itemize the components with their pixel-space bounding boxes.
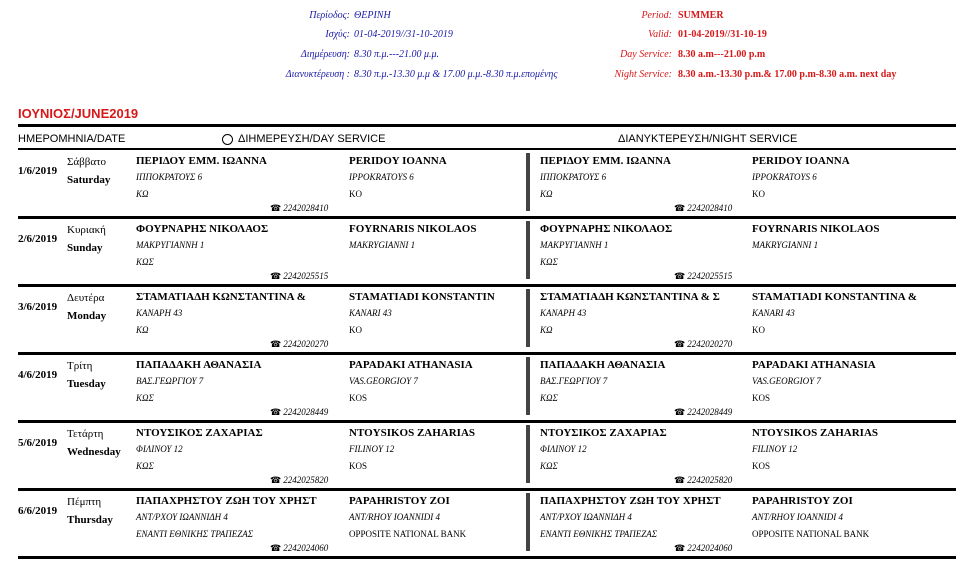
telephone-icon: ☎ bbox=[270, 475, 282, 485]
day-pharmacy-address-gr: ΜΑΚΡΥΓΙΑΝΝΗ 1 bbox=[136, 240, 205, 250]
day-pharmacy-city-en: KO bbox=[349, 325, 362, 335]
day-pharmacy-phone bbox=[270, 271, 328, 282]
row-weekday-en: Saturday bbox=[67, 174, 111, 186]
day-pharmacy-name-gr: ΦΟΥΡΝΑΡΗΣ ΝΙΚΟΛΑΟΣ bbox=[136, 223, 269, 235]
day-pharmacy-phone bbox=[270, 543, 328, 554]
night-pharmacy-name-gr: ΠΑΠΑΔΑΚΗ ΑΘΑΝΑΣΙΑ bbox=[540, 359, 666, 371]
day-pharmacy-phone bbox=[270, 203, 328, 214]
night-pharmacy-name-gr: ΠΕΡΙΔΟΥ ΕΜΜ. ΙΩΑΝΝΑ bbox=[540, 155, 671, 167]
night-service-label-en: Night Service: bbox=[614, 69, 672, 80]
night-pharmacy-address-en: ANT/RHOY IOANNIDI 4 bbox=[752, 512, 844, 522]
night-pharmacy-address-en: KANARI 43 bbox=[752, 308, 795, 318]
night-pharmacy-name-gr: ΣΤΑΜΑΤΙΑΔΗ ΚΩΝΣΤΑΝΤΙΝΑ & Σ bbox=[540, 291, 720, 303]
night-pharmacy-name-en: PERIDOY IOANNA bbox=[752, 155, 850, 167]
day-pharmacy-name-gr: ΝΤΟΥΣΙΚΟΣ ΖΑΧΑΡΙΑΣ bbox=[136, 427, 263, 439]
night-pharmacy-phone bbox=[674, 203, 732, 214]
night-pharmacy-address-gr: ΙΠΠΟΚΡΑΤΟΥΣ 6 bbox=[540, 172, 607, 182]
row-date: 2/6/2019 bbox=[18, 233, 58, 245]
day-pharmacy-name-gr: ΠΑΠΑΧΡΗΣΤΟΥ ΖΩΗ ΤΟΥ ΧΡΗΣΤ bbox=[136, 495, 317, 507]
day-pharmacy-name-en: NTOYSIKOS ZAHARIAS bbox=[349, 427, 476, 439]
night-phone-number: 2242028449 bbox=[687, 407, 733, 417]
day-pharmacy-city-gr: ΚΩΣ bbox=[136, 461, 154, 471]
day-pharmacy-address-gr: ΒΑΣ.ΓΕΩΡΓΙΟΥ 7 bbox=[136, 376, 204, 386]
day-service-label-en: Day Service: bbox=[620, 49, 672, 60]
night-pharmacy-phone bbox=[674, 271, 732, 282]
column-divider bbox=[526, 153, 530, 211]
date-column-header: ΗΜΕΡΟΜΗΝΙΑ/DATE bbox=[18, 133, 126, 145]
day-phone-number: 2242020270 bbox=[283, 339, 329, 349]
day-phone-number: 2242024060 bbox=[283, 543, 329, 553]
night-pharmacy-name-en: NTOYSIKOS ZAHARIAS bbox=[752, 427, 879, 439]
period-label-en: Period: bbox=[641, 10, 672, 21]
night-service-label-gr: Διανυκτέρευση : bbox=[285, 69, 350, 80]
row-weekday-gr: Τετάρτη bbox=[67, 428, 104, 440]
day-pharmacy-city-en: KOS bbox=[349, 393, 368, 403]
schedule-row bbox=[18, 287, 956, 355]
day-pharmacy-name-en: PERIDOY IOANNA bbox=[349, 155, 447, 167]
day-pharmacy-city-en: KOS bbox=[349, 461, 368, 471]
row-weekday-en: Wednesday bbox=[67, 446, 121, 458]
day-phone-number: 2242028449 bbox=[283, 407, 329, 417]
row-date: 6/6/2019 bbox=[18, 505, 58, 517]
day-service-value-gr: 8.30 π.μ.---21.00 μ.μ. bbox=[354, 49, 440, 60]
telephone-icon: ☎ bbox=[270, 407, 282, 417]
night-pharmacy-address-en: IPPOKRATOYS 6 bbox=[752, 172, 817, 182]
day-pharmacy-phone bbox=[270, 475, 328, 486]
night-pharmacy-name-en: FOYRNARIS NIKOLAOS bbox=[752, 223, 880, 235]
night-pharmacy-city-en: KOS bbox=[752, 393, 771, 403]
night-pharmacy-phone bbox=[674, 339, 732, 350]
period-value-gr: ΘΕΡΙΝΗ bbox=[354, 10, 391, 21]
service-info-header bbox=[0, 6, 962, 86]
column-divider bbox=[526, 425, 530, 483]
row-weekday-gr: Πέμπτη bbox=[67, 496, 102, 508]
telephone-icon: ☎ bbox=[270, 339, 282, 349]
row-weekday-gr: Σάββατο bbox=[67, 156, 107, 168]
day-pharmacy-name-en: FOYRNARIS NIKOLAOS bbox=[349, 223, 477, 235]
day-service-label-gr: Διημέρευση: bbox=[300, 49, 350, 60]
night-pharmacy-name-gr: ΦΟΥΡΝΑΡΗΣ ΝΙΚΟΛΑΟΣ bbox=[540, 223, 673, 235]
day-pharmacy-address-gr: ΚΑΝΑΡΗ 43 bbox=[136, 308, 183, 318]
valid-value-en: 01-04-2019//31-10-19 bbox=[678, 29, 767, 40]
day-pharmacy-address-gr: ΑΝΤ/ΡΧΟΥ ΙΩΑΝΝΙΔΗ 4 bbox=[136, 512, 228, 522]
period-value-en: SUMMER bbox=[678, 10, 724, 21]
telephone-icon: ☎ bbox=[674, 407, 686, 417]
night-pharmacy-city-en: OPPOSITE NATIONAL BANK bbox=[752, 529, 870, 539]
night-pharmacy-phone bbox=[674, 475, 732, 486]
night-pharmacy-city-gr: ΕΝΑΝΤΙ ΕΘΝΙΚΗΣ ΤΡΑΠΕΖΑΣ bbox=[540, 529, 658, 539]
day-pharmacy-name-en: PAPAHRISTOY ZOI bbox=[349, 495, 450, 507]
row-weekday-en: Thursday bbox=[67, 514, 113, 526]
telephone-icon: ☎ bbox=[674, 271, 686, 281]
row-weekday-gr: Δευτέρα bbox=[67, 292, 105, 304]
row-weekday-en: Sunday bbox=[67, 242, 103, 254]
telephone-icon: ☎ bbox=[270, 271, 282, 281]
row-weekday-en: Monday bbox=[67, 310, 107, 322]
row-weekday-en: Tuesday bbox=[67, 378, 106, 390]
night-pharmacy-address-en: MAKRYGIANNI 1 bbox=[752, 240, 819, 250]
day-pharmacy-name-en: PAPADAKI ATHANASIA bbox=[349, 359, 473, 371]
night-pharmacy-address-gr: ΑΝΤ/ΡΧΟΥ ΙΩΑΝΝΙΔΗ 4 bbox=[540, 512, 632, 522]
schedule-row bbox=[18, 491, 956, 559]
night-pharmacy-name-en: PAPAHRISTOY ZOI bbox=[752, 495, 853, 507]
schedule-row bbox=[18, 151, 956, 219]
night-pharmacy-city-gr: ΚΩΣ bbox=[540, 461, 558, 471]
night-pharmacy-city-gr: ΚΩ bbox=[540, 189, 553, 199]
night-pharmacy-phone bbox=[674, 543, 732, 554]
day-pharmacy-address-en: KANARI 43 bbox=[349, 308, 392, 318]
day-phone-number: 2242025515 bbox=[283, 271, 329, 281]
column-divider bbox=[526, 357, 530, 415]
day-pharmacy-name-en: STAMATIADI KONSTANTIN bbox=[349, 291, 495, 303]
night-pharmacy-city-en: KO bbox=[752, 325, 765, 335]
day-pharmacy-address-en: ANT/RHOY IOANNIDI 4 bbox=[349, 512, 441, 522]
night-pharmacy-address-en: FILINOY 12 bbox=[752, 444, 798, 454]
row-date: 5/6/2019 bbox=[18, 437, 58, 449]
valid-label-gr: Ισχύς: bbox=[325, 29, 350, 40]
night-pharmacy-city-en: KOS bbox=[752, 461, 771, 471]
circle-icon bbox=[222, 134, 233, 145]
telephone-icon: ☎ bbox=[674, 339, 686, 349]
row-date: 1/6/2019 bbox=[18, 165, 58, 177]
night-pharmacy-city-en: KO bbox=[752, 189, 765, 199]
day-pharmacy-address-en: FILINOY 12 bbox=[349, 444, 395, 454]
night-pharmacy-name-en: STAMATIADI KONSTANTINA & bbox=[752, 291, 918, 303]
night-pharmacy-name-en: PAPADAKI ATHANASIA bbox=[752, 359, 876, 371]
schedule-row bbox=[18, 355, 956, 423]
day-pharmacy-city-gr: ΚΩΣ bbox=[136, 393, 154, 403]
night-phone-number: 2242025820 bbox=[687, 475, 733, 485]
telephone-icon: ☎ bbox=[674, 543, 686, 553]
night-pharmacy-address-gr: ΚΑΝΑΡΗ 43 bbox=[540, 308, 587, 318]
day-pharmacy-name-gr: ΠΕΡΙΔΟΥ ΕΜΜ. ΙΩΑΝΝΑ bbox=[136, 155, 267, 167]
row-weekday-gr: Κυριακή bbox=[67, 224, 106, 236]
day-pharmacy-city-gr: ΕΝΑΝΤΙ ΕΘΝΙΚΗΣ ΤΡΑΠΕΖΑΣ bbox=[136, 529, 254, 539]
night-pharmacy-address-gr: ΜΑΚΡΥΓΙΑΝΝΗ 1 bbox=[540, 240, 609, 250]
day-pharmacy-address-en: IPPOKRATOYS 6 bbox=[349, 172, 414, 182]
night-phone-number: 2242028410 bbox=[687, 203, 733, 213]
night-service-value-en: 8.30 a.m.-13.30 p.m.& 17.00 p.m-8.30 a.m. next day bbox=[678, 69, 897, 80]
column-divider bbox=[526, 289, 530, 347]
month-title: ΙΟΥΝΙΟΣ/JUNE2019 bbox=[18, 106, 139, 121]
day-pharmacy-address-en: MAKRYGIANNI 1 bbox=[349, 240, 416, 250]
night-phone-number: 2242024060 bbox=[687, 543, 733, 553]
day-pharmacy-city-en: KO bbox=[349, 189, 362, 199]
day-pharmacy-address-gr: ΙΠΠΟΚΡΑΤΟΥΣ 6 bbox=[136, 172, 203, 182]
day-pharmacy-name-gr: ΠΑΠΑΔΑΚΗ ΑΘΑΝΑΣΙΑ bbox=[136, 359, 262, 371]
night-pharmacy-address-gr: ΦΙΛΙΝΟΥ 12 bbox=[540, 444, 587, 454]
row-weekday-gr: Τρίτη bbox=[67, 360, 93, 372]
day-pharmacy-city-gr: ΚΩ bbox=[136, 189, 149, 199]
row-date: 3/6/2019 bbox=[18, 301, 58, 313]
day-phone-number: 2242025820 bbox=[283, 475, 329, 485]
schedule-row bbox=[18, 423, 956, 491]
column-header bbox=[18, 124, 956, 150]
day-pharmacy-city-en: OPPOSITE NATIONAL BANK bbox=[349, 529, 467, 539]
day-pharmacy-phone bbox=[270, 339, 328, 350]
telephone-icon: ☎ bbox=[674, 203, 686, 213]
telephone-icon: ☎ bbox=[674, 475, 686, 485]
night-pharmacy-phone bbox=[674, 407, 732, 418]
night-service-column-header: ΔΙΑΝΥΚΤΕΡΕΥΣΗ/NIGHT SERVICE bbox=[618, 133, 798, 145]
day-pharmacy-city-gr: ΚΩΣ bbox=[136, 257, 154, 267]
night-pharmacy-address-gr: ΒΑΣ.ΓΕΩΡΓΙΟΥ 7 bbox=[540, 376, 608, 386]
night-pharmacy-city-gr: ΚΩ bbox=[540, 325, 553, 335]
telephone-icon: ☎ bbox=[270, 543, 282, 553]
day-pharmacy-phone bbox=[270, 407, 328, 418]
day-phone-number: 2242028410 bbox=[283, 203, 329, 213]
night-pharmacy-name-gr: ΝΤΟΥΣΙΚΟΣ ΖΑΧΑΡΙΑΣ bbox=[540, 427, 667, 439]
day-pharmacy-city-gr: ΚΩ bbox=[136, 325, 149, 335]
schedule-row bbox=[18, 219, 956, 287]
telephone-icon: ☎ bbox=[270, 203, 282, 213]
night-service-value-gr: 8.30 π.μ.-13.30 μ.μ & 17.00 μ.μ.-8.30 π.μ.επομένης bbox=[354, 69, 558, 80]
day-pharmacy-address-gr: ΦΙΛΙΝΟΥ 12 bbox=[136, 444, 183, 454]
night-pharmacy-address-en: VAS.GEORGIOY 7 bbox=[752, 376, 821, 386]
column-divider bbox=[526, 221, 530, 279]
day-service-value-en: 8.30 a.m---21.00 p.m bbox=[678, 49, 766, 60]
row-date: 4/6/2019 bbox=[18, 369, 58, 381]
night-phone-number: 2242025515 bbox=[687, 271, 733, 281]
night-pharmacy-name-gr: ΠΑΠΑΧΡΗΣΤΟΥ ΖΩΗ ΤΟΥ ΧΡΗΣΤ bbox=[540, 495, 721, 507]
valid-label-en: Valid: bbox=[648, 29, 672, 40]
day-pharmacy-address-en: VAS.GEORGIOY 7 bbox=[349, 376, 418, 386]
valid-value-gr: 01-04-2019//31-10-2019 bbox=[354, 29, 453, 40]
night-phone-number: 2242020270 bbox=[687, 339, 733, 349]
column-divider bbox=[526, 493, 530, 551]
period-label-gr: Περίοδος: bbox=[309, 10, 350, 21]
day-service-column-header: ΔΙΗΜΕΡΕΥΣΗ/DAY SERVICE bbox=[238, 133, 386, 145]
night-pharmacy-city-gr: ΚΩΣ bbox=[540, 257, 558, 267]
night-pharmacy-city-gr: ΚΩΣ bbox=[540, 393, 558, 403]
day-pharmacy-name-gr: ΣΤΑΜΑΤΙΑΔΗ ΚΩΝΣΤΑΝΤΙΝΑ & bbox=[136, 291, 306, 303]
